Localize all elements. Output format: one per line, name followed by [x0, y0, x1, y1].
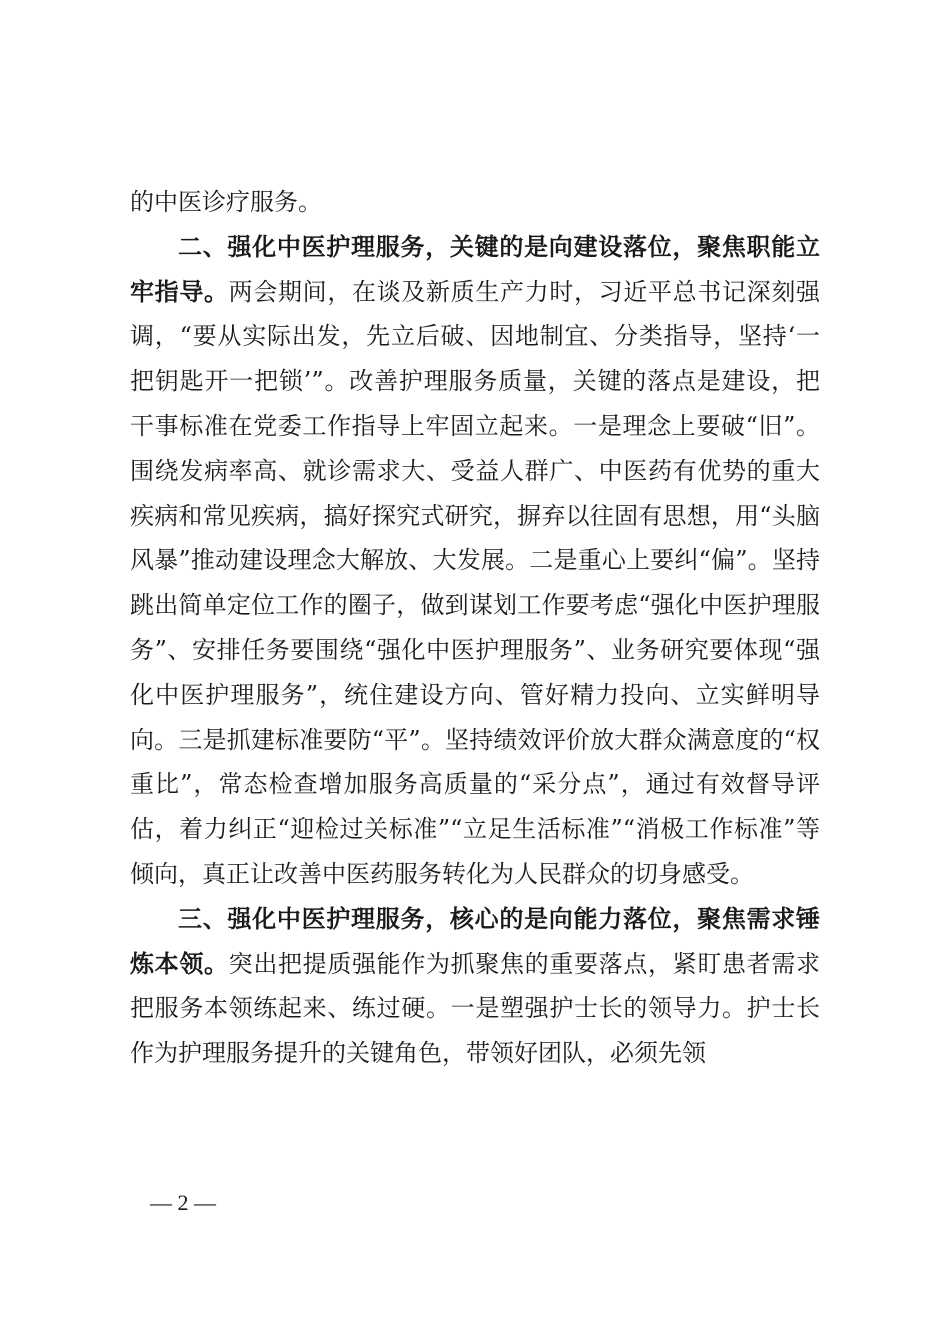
paragraph-text: 的中医诊疗服务。 [130, 188, 322, 216]
paragraph-section-3 [130, 897, 820, 1076]
paragraph-continuation [130, 180, 820, 225]
body-text [130, 180, 820, 1076]
paragraph-section-2 [130, 225, 820, 897]
section-heading: 二、强化中医护理服务，关键的是向建设落位，聚焦职能立牢指导。 [130, 231, 820, 306]
section-heading: 三、强化中医护理服务，核心的是向能力落位，聚焦需求锤炼本领。 [130, 903, 820, 978]
paragraph-text: 突出把提质强能作为抓聚焦的重要落点，紧盯患者需求把服务本领练起来、练过硬。一是塑强护士长的领导力。护士长作为护理服务提升的关键角色，带领好团队，必须先领 [130, 949, 821, 1068]
paragraph-text: 两会期间，在谈及新质生产力时，习近平总书记深刻强调，“要从实际出发，先立后破、因地制宜、分类指导，坚持‘一把钥匙开一把锁’”。改善护理服务质量，关键的落点是建设，把干事标准在党委工作指导上牢固立起来。一是理念上要破“旧”。围绕发病率高、就诊需求大、受益人群广、中医药有优势的重大疾病和常见疾病，搞好探究式研究，摒弃以往固有思想，用“头脑风暴”推动建设理念大解放、大发展。二是重心上要纠“偏”。坚持跳出简单定位工作的圈子，做到谋划工作要考虑“强化中医护理服务”、安排任务要围绕“强化中医护理服务”、业务研究要体现“强化中医护理服务”，统住建设方向、管好精力投向、立实鲜明导向。三是抓建标准要防“平”。坚持绩效评价放大群众满意度的“权重比”，常态检查增加服务高质量的“采分点”，通过有效督导评估，着力纠正“迎检过关标准”“立足生活标准”“消极工作标准”等倾向，真正让改善中医药服务转化为人民群众的切身感受。 [130, 277, 821, 888]
page-number: — 2 — [150, 1190, 216, 1215]
